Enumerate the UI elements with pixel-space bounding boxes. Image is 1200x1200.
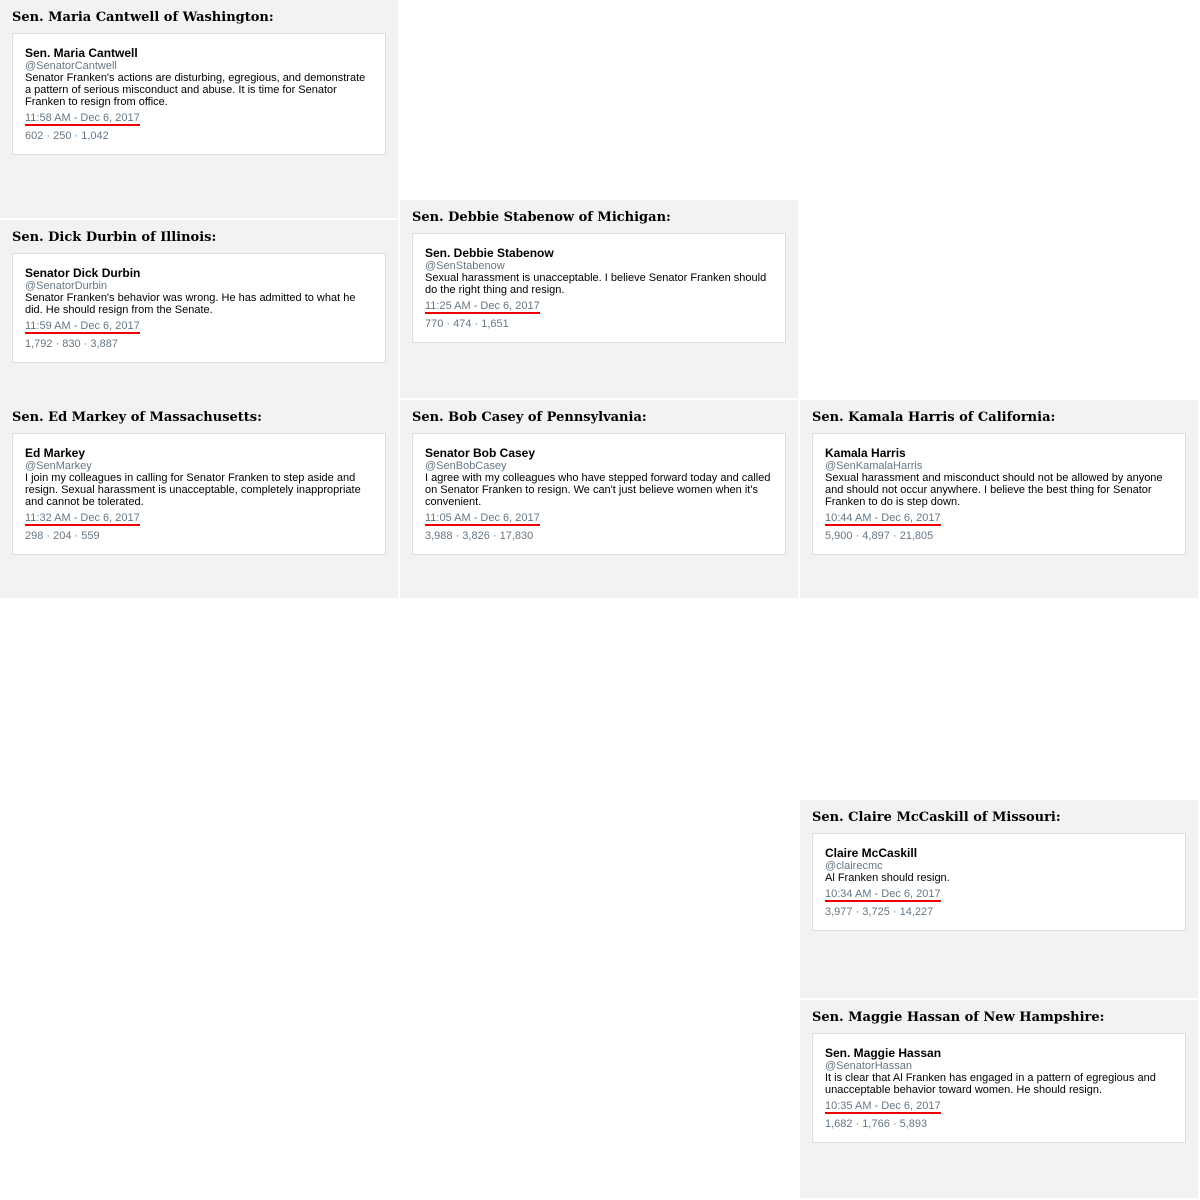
senator-heading: Sen. Debbie Stabenow of Michigan: [412, 210, 671, 225]
tweet-panel [0, 400, 398, 598]
senator-heading: Sen. Maggie Hassan of New Hampshire: [812, 1010, 1105, 1025]
author-handle[interactable]: @SenatorCantwell [25, 60, 117, 72]
tweet-panel [0, 0, 398, 218]
tweet-card[interactable] [12, 253, 386, 363]
timestamp[interactable]: 11:59 AM - Dec 6, 2017 [25, 320, 140, 332]
senator-heading: Sen. Maria Cantwell of Washington: [12, 10, 274, 25]
author-handle[interactable]: @SenKamalaHarris [825, 460, 923, 472]
tweet-text: I agree with my colleagues who have stepped forward today and called on Senator Franken to resign. We can't just believe women when it's convenient. [425, 472, 771, 508]
tweet-text: Senator Franken's behavior was wrong. He has admitted to what he did. He should resign from the Senate. [25, 292, 356, 316]
tweet-text: Sexual harassment and misconduct should not be allowed by anyone and should not occur anywhere. I believe the best thing for Senator Franken to do is step down. [825, 472, 1163, 508]
tweet-text: Sexual harassment is unacceptable. I believe Senator Franken should do the right thing and resign. [425, 272, 767, 296]
tweet-panel [800, 400, 1198, 598]
engagement-stats[interactable]: 602 · 250 · 1,042 [25, 130, 109, 142]
tweet-panel [400, 400, 798, 598]
author-name[interactable]: Sen. Maggie Hassan [825, 1046, 942, 1060]
author-name[interactable]: Kamala Harris [825, 446, 906, 460]
author-handle[interactable]: @clairecmc [825, 860, 883, 872]
senator-heading: Sen. Dick Durbin of Illinois: [12, 230, 217, 245]
timestamp[interactable]: 10:44 AM - Dec 6, 2017 [825, 512, 941, 524]
tweet-panel [0, 220, 398, 418]
timestamp[interactable]: 10:34 AM - Dec 6, 2017 [825, 888, 941, 900]
author-name[interactable]: Sen. Maria Cantwell [25, 46, 138, 60]
tweet-card[interactable] [412, 433, 786, 555]
author-name[interactable]: Claire McCaskill [825, 846, 918, 860]
senator-heading: Sen. Bob Casey of Pennsylvania: [412, 410, 647, 425]
tweet-card[interactable] [412, 233, 786, 343]
author-name[interactable]: Sen. Debbie Stabenow [425, 246, 554, 260]
engagement-stats[interactable]: 1,792 · 830 · 3,887 [25, 338, 118, 350]
tweet-text: Senator Franken's actions are disturbing, egregious, and demonstrate a pattern of serious misconduct and abuse. It is time for Senator Franken to resign from office. [25, 72, 366, 108]
tweet-card[interactable] [12, 33, 386, 155]
author-name[interactable]: Senator Dick Durbin [25, 266, 141, 280]
tweet-text: It is clear that Al Franken has engaged in a pattern of egregious and unacceptable behavior toward women. He should resign. [825, 1072, 1156, 1096]
author-handle[interactable]: @SenBobCasey [425, 460, 507, 472]
author-handle[interactable]: @SenatorHassan [825, 1060, 912, 1072]
senator-heading: Sen. Claire McCaskill of Missouri: [812, 810, 1061, 825]
senator-heading: Sen. Ed Markey of Massachusetts: [12, 410, 262, 425]
engagement-stats[interactable]: 5,900 · 4,897 · 21,805 [825, 530, 934, 542]
engagement-stats[interactable]: 298 · 204 · 559 [25, 530, 100, 542]
engagement-stats[interactable]: 770 · 474 · 1,651 [425, 318, 509, 330]
engagement-stats[interactable]: 3,988 · 3,826 · 17,830 [425, 530, 534, 542]
author-handle[interactable]: @SenMarkey [25, 460, 92, 472]
author-handle[interactable]: @SenStabenow [425, 260, 505, 272]
engagement-stats[interactable]: 3,977 · 3,725 · 14,227 [825, 906, 934, 918]
author-name[interactable]: Senator Bob Casey [425, 446, 536, 460]
timestamp[interactable]: 11:58 AM - Dec 6, 2017 [25, 112, 140, 124]
engagement-stats[interactable]: 1,682 · 1,766 · 5,893 [825, 1118, 928, 1130]
tweet-card[interactable] [812, 833, 1186, 931]
timestamp[interactable]: 11:25 AM - Dec 6, 2017 [425, 300, 540, 312]
senator-heading: Sen. Kamala Harris of California: [812, 410, 1056, 425]
tweet-card[interactable] [812, 1033, 1186, 1143]
timestamp[interactable]: 11:05 AM - Dec 6, 2017 [425, 512, 540, 524]
tweet-card[interactable] [812, 433, 1186, 555]
timestamp[interactable]: 10:35 AM - Dec 6, 2017 [825, 1100, 941, 1112]
timestamp[interactable]: 11:32 AM - Dec 6, 2017 [25, 512, 140, 524]
tweet-card[interactable] [12, 433, 386, 555]
tweet-panel [800, 800, 1198, 998]
author-name[interactable]: Ed Markey [25, 446, 86, 460]
tweet-panel [400, 200, 798, 398]
author-handle[interactable]: @SenatorDurbin [25, 280, 108, 292]
tweet-text: Al Franken should resign. [825, 872, 950, 884]
tweet-text: I join my colleagues in calling for Senator Franken to step aside and resign. Sexual harassment is unacceptable, completely inappropriate and cannot be tolerated. [25, 472, 361, 508]
tweet-panel [800, 1000, 1198, 1198]
